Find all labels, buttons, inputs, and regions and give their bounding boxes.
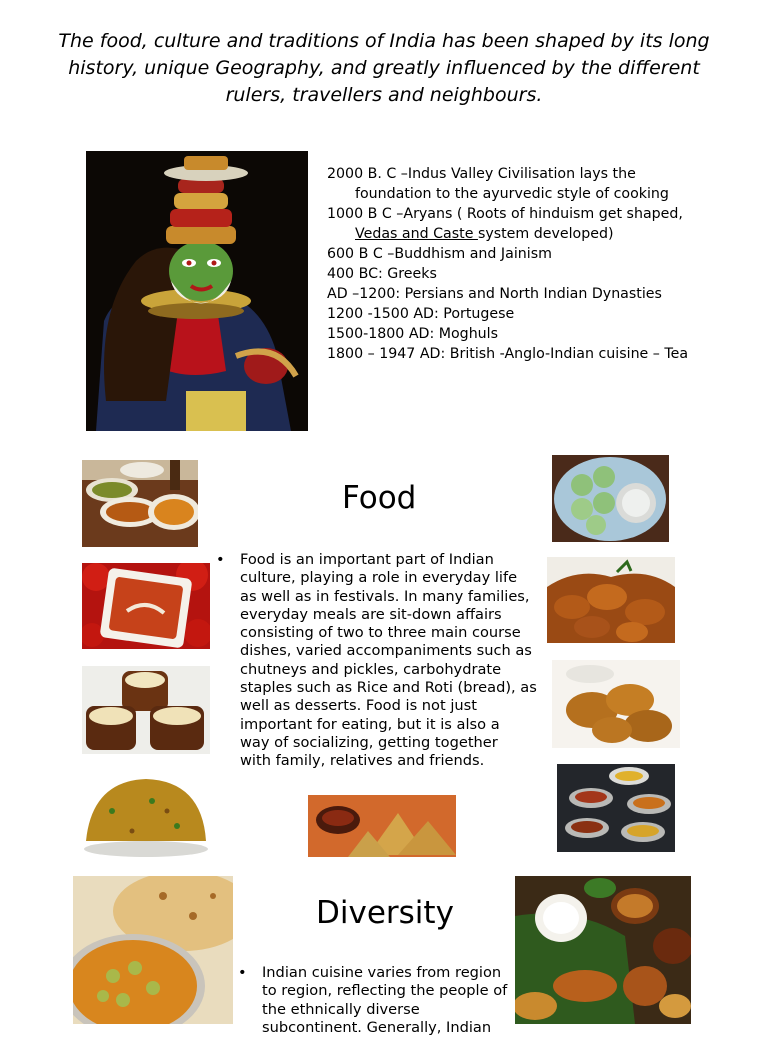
timeline-item-line: 1200 -1500 AD: Portugese [327, 306, 515, 322]
timeline-item-continuation: foundation to the ayurvedic style of cooking [355, 186, 669, 202]
bullet-icon: • [216, 551, 225, 568]
timeline-item-rest: system developed) [477, 226, 614, 242]
curry-with-tomatoes-photo [82, 563, 210, 649]
diversity-description: Indian cuisine varies from region to region, reflecting the people of the ethnically diverse subcontinent. Generally, Indian [262, 964, 508, 1036]
timeline-item-line: 1500-1800 AD: Moghuls [327, 326, 499, 342]
timeline-item-line: AD –1200: Persians and North Indian Dynasties [327, 286, 662, 302]
timeline-item [327, 344, 757, 364]
samosa-photo [308, 795, 456, 857]
timeline-item [327, 164, 757, 204]
idli-chutney-photo [552, 455, 669, 542]
timeline-item-line: 1800 – 1947 AD: British -Anglo-Indian cuisine – Tea [327, 346, 689, 362]
timeline-item-line: 2000 B. C –Indus Valley Civilisation lays the [327, 166, 636, 182]
timeline-item [327, 264, 757, 284]
chole-roti-photo [73, 876, 233, 1024]
bullet-icon: • [238, 964, 247, 981]
kathakali-dancer-image [86, 151, 308, 431]
timeline-item-line: 600 B C –Buddhism and Jainism [327, 246, 552, 262]
timeline-item [327, 204, 757, 244]
timeline-item-continuation [327, 224, 757, 244]
curry-bowls-photo [82, 460, 198, 547]
timeline-item [327, 324, 757, 344]
timeline-item [327, 304, 757, 324]
food-heading: Food [342, 480, 417, 516]
timeline-item [327, 284, 757, 304]
biryani-rice-photo [82, 771, 210, 857]
pakora-fritters-photo [547, 557, 675, 643]
vada-photo [552, 660, 680, 748]
history-timeline [327, 164, 757, 364]
indian-spread-photo [515, 876, 691, 1024]
timeline-underlined-text: Vedas and Caste [355, 226, 478, 242]
food-description: Food is an important part of Indian culture, playing a role in everyday life as well as in festivals. In many families, everyday meals are sit-down affairs consisting of two to three main course dishes, varied accompaniments such as chutneys and pickles, carbohydrate staples such as Rice and Roti (bread), as well as desserts. Food is not just important for eating, but it is also a way of socializing, getting together with family, relatives and friends. [240, 551, 537, 770]
kheer-cups-photo [82, 666, 210, 754]
timeline-item [327, 244, 757, 264]
intro-paragraph: The food, culture and traditions of India has been shaped by its long history, unique Geography, and greatly influenced by the different rulers, travellers and neighbours. [58, 30, 710, 106]
diversity-heading: Diversity [316, 895, 454, 931]
timeline-item-line: 1000 B C –Aryans ( Roots of hinduism get shaped, [327, 206, 683, 222]
timeline-item-line: 400 BC: Greeks [327, 266, 437, 282]
curry-bowls-thali-photo [557, 764, 675, 852]
